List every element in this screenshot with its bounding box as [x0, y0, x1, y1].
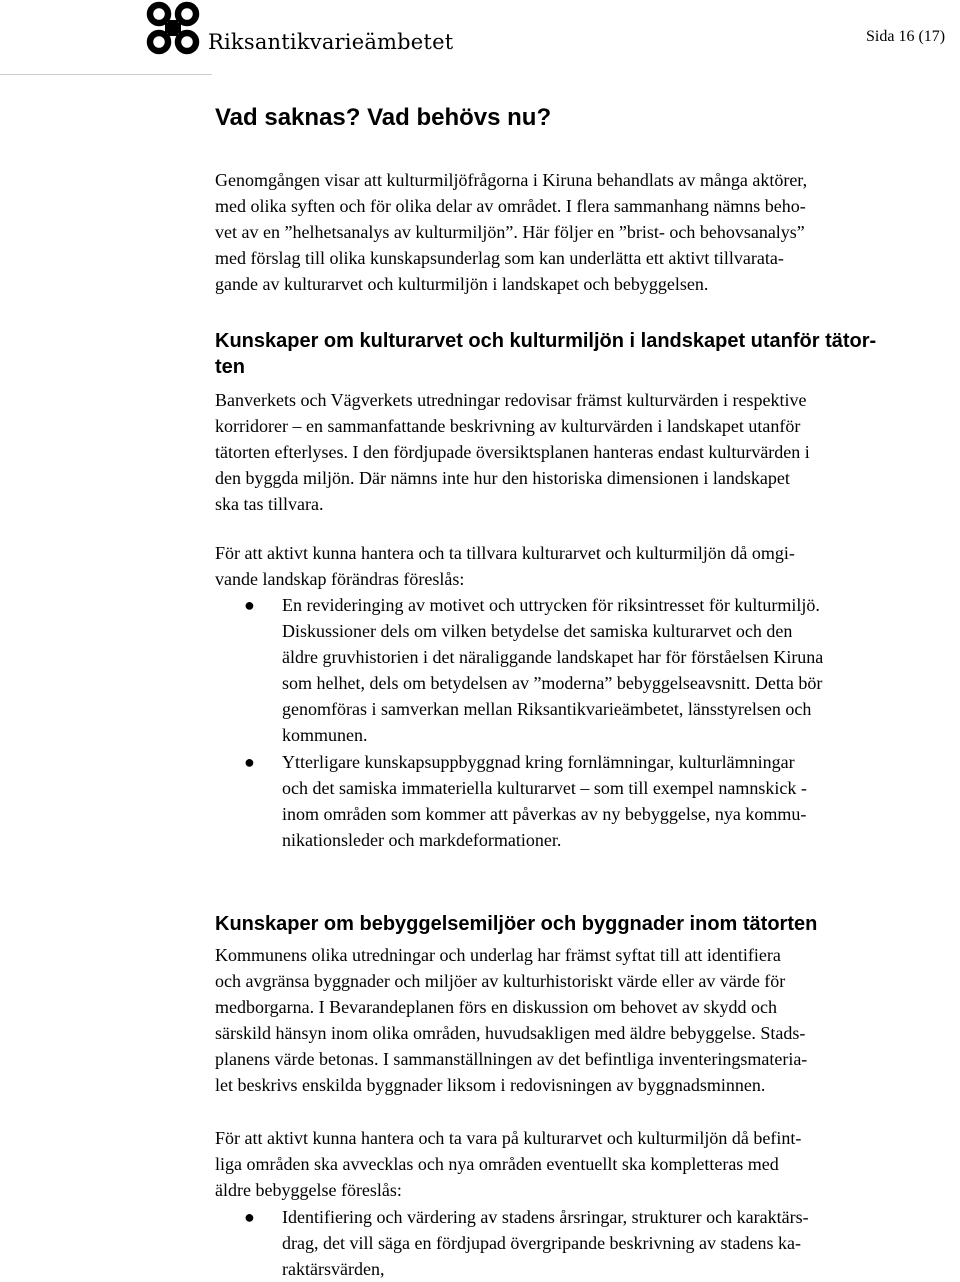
- text-line: let beskrivs enskilda byggnader liksom i redovisningen av byggnadsminnen.: [215, 1075, 766, 1095]
- list-item: [282, 1204, 809, 1282]
- section-heading-landscape: [215, 328, 876, 380]
- section1-paragraph-1: [215, 387, 810, 517]
- text-line: särskild hänsyn inom olika områden, huvudsakligen med äldre bebyggelse. Stads-: [215, 1023, 806, 1043]
- intro-paragraph: [215, 167, 807, 297]
- text-line: och det samiska immateriella kulturarvet – som till exempel namnskick -: [282, 778, 807, 798]
- organization-name: Riksantikvarieämbetet: [208, 30, 454, 54]
- list-item: [282, 749, 807, 853]
- text-line: raktärsvärden,: [282, 1259, 385, 1279]
- text-line: med olika syften och för olika delar av området. I flera sammanhang nämns beho-: [215, 196, 806, 216]
- section2-paragraph-1: [215, 942, 807, 1098]
- section1-paragraph-2: [215, 540, 795, 592]
- text-line: planens värde betonas. I sammanställningen av det befintliga inventeringsmateria-: [215, 1049, 808, 1069]
- text-line: korridorer – en sammanfattande beskrivning av kulturvärden i landskapet utanför: [215, 416, 801, 436]
- text-line: För att aktivt kunna hantera och ta vara på kulturarvet och kulturmiljön då befint-: [215, 1128, 802, 1148]
- text-line: med förslag till olika kunskapsunderlag som kan underlätta ett aktivt tillvarata-: [215, 248, 784, 268]
- header-divider: [0, 74, 212, 75]
- text-line: gande av kulturarvet och kulturmiljön i landskapet och bebyggelsen.: [215, 274, 709, 294]
- text-line: liga områden ska avvecklas och nya områden eventuellt ska kompletteras med: [215, 1154, 779, 1174]
- bullet-icon: ●: [244, 752, 255, 772]
- text-line: äldre gruvhistorien i det näraliggande landskapet har för förståelsen Kiruna: [282, 647, 824, 667]
- text-line: medborgarna. I Bevarandeplanen förs en diskussion om behovet av skydd och: [215, 997, 778, 1017]
- text-line: vande landskap förändras föreslås:: [215, 569, 465, 589]
- text-line: Identifiering och värdering av stadens årsringar, strukturer och karaktärs-: [282, 1207, 809, 1227]
- text-line: kommunen.: [282, 725, 368, 745]
- heading-line: ten: [215, 356, 245, 378]
- bullet-icon: ●: [244, 595, 255, 615]
- text-line: äldre bebyggelse föreslås:: [215, 1180, 402, 1200]
- page-title: Vad saknas? Vad behövs nu?: [215, 104, 552, 131]
- bullet-icon: ●: [244, 1207, 255, 1227]
- section-heading-settlements: Kunskaper om bebyggelsemiljöer och byggnader inom tätorten: [215, 913, 818, 935]
- text-line: ska tas tillvara.: [215, 494, 324, 514]
- text-line: genomföras i samverkan mellan Riksantikvarieämbetet, länsstyrelsen och: [282, 699, 812, 719]
- text-line: och avgränsa byggnader och miljöer av kulturhistoriskt värde eller av värde för: [215, 971, 786, 991]
- text-line: som helhet, dels om betydelsen av ”moderna” bebyggelseavsnitt. Detta bör: [282, 673, 823, 693]
- text-line: En revideringing av motivet och uttrycken för riksintresset för kulturmiljö.: [282, 595, 820, 615]
- text-line: den byggda miljön. Där nämns inte hur den historiska dimensionen i landskapet: [215, 468, 790, 488]
- text-line: Genomgången visar att kulturmiljöfrågorna i Kiruna behandlats av många aktörer,: [215, 170, 808, 190]
- text-line: Ytterligare kunskapsuppbyggnad kring fornlämningar, kulturlämningar: [282, 752, 795, 772]
- text-line: inom områden som kommer att påverkas av ny bebyggelse, nya kommu-: [282, 804, 807, 824]
- page-number: Sida 16 (17): [866, 28, 946, 45]
- list-item: [282, 592, 823, 748]
- riksantikvarieambetet-logo-icon: [142, 0, 204, 56]
- text-line: Kommunens olika utredningar och underlag har främst syftat till att identifiera: [215, 945, 781, 965]
- text-line: Diskussioner dels om vilken betydelse det samiska kulturarvet och den: [282, 621, 793, 641]
- text-line: För att aktivt kunna hantera och ta tillvara kulturarvet och kulturmiljön då omgi-: [215, 543, 795, 563]
- section2-paragraph-2: [215, 1125, 801, 1203]
- text-line: nikationsleder och markdeformationer.: [282, 830, 562, 850]
- heading-line: Kunskaper om kulturarvet och kulturmiljön i landskapet utanför tätor-: [215, 330, 877, 352]
- text-line: vet av en ”helhetsanalys av kulturmiljön”. Här följer en ”brist- och behovsanalys”: [215, 222, 805, 242]
- text-line: drag, det vill säga en fördjupad övergripande beskrivning av stadens ka-: [282, 1233, 802, 1253]
- text-line: Banverkets och Vägverkets utredningar redovisar främst kulturvärden i respektive: [215, 390, 807, 410]
- text-line: tätorten efterlyses. I den fördjupade översiktsplanen hanteras endast kulturvärden i: [215, 442, 810, 462]
